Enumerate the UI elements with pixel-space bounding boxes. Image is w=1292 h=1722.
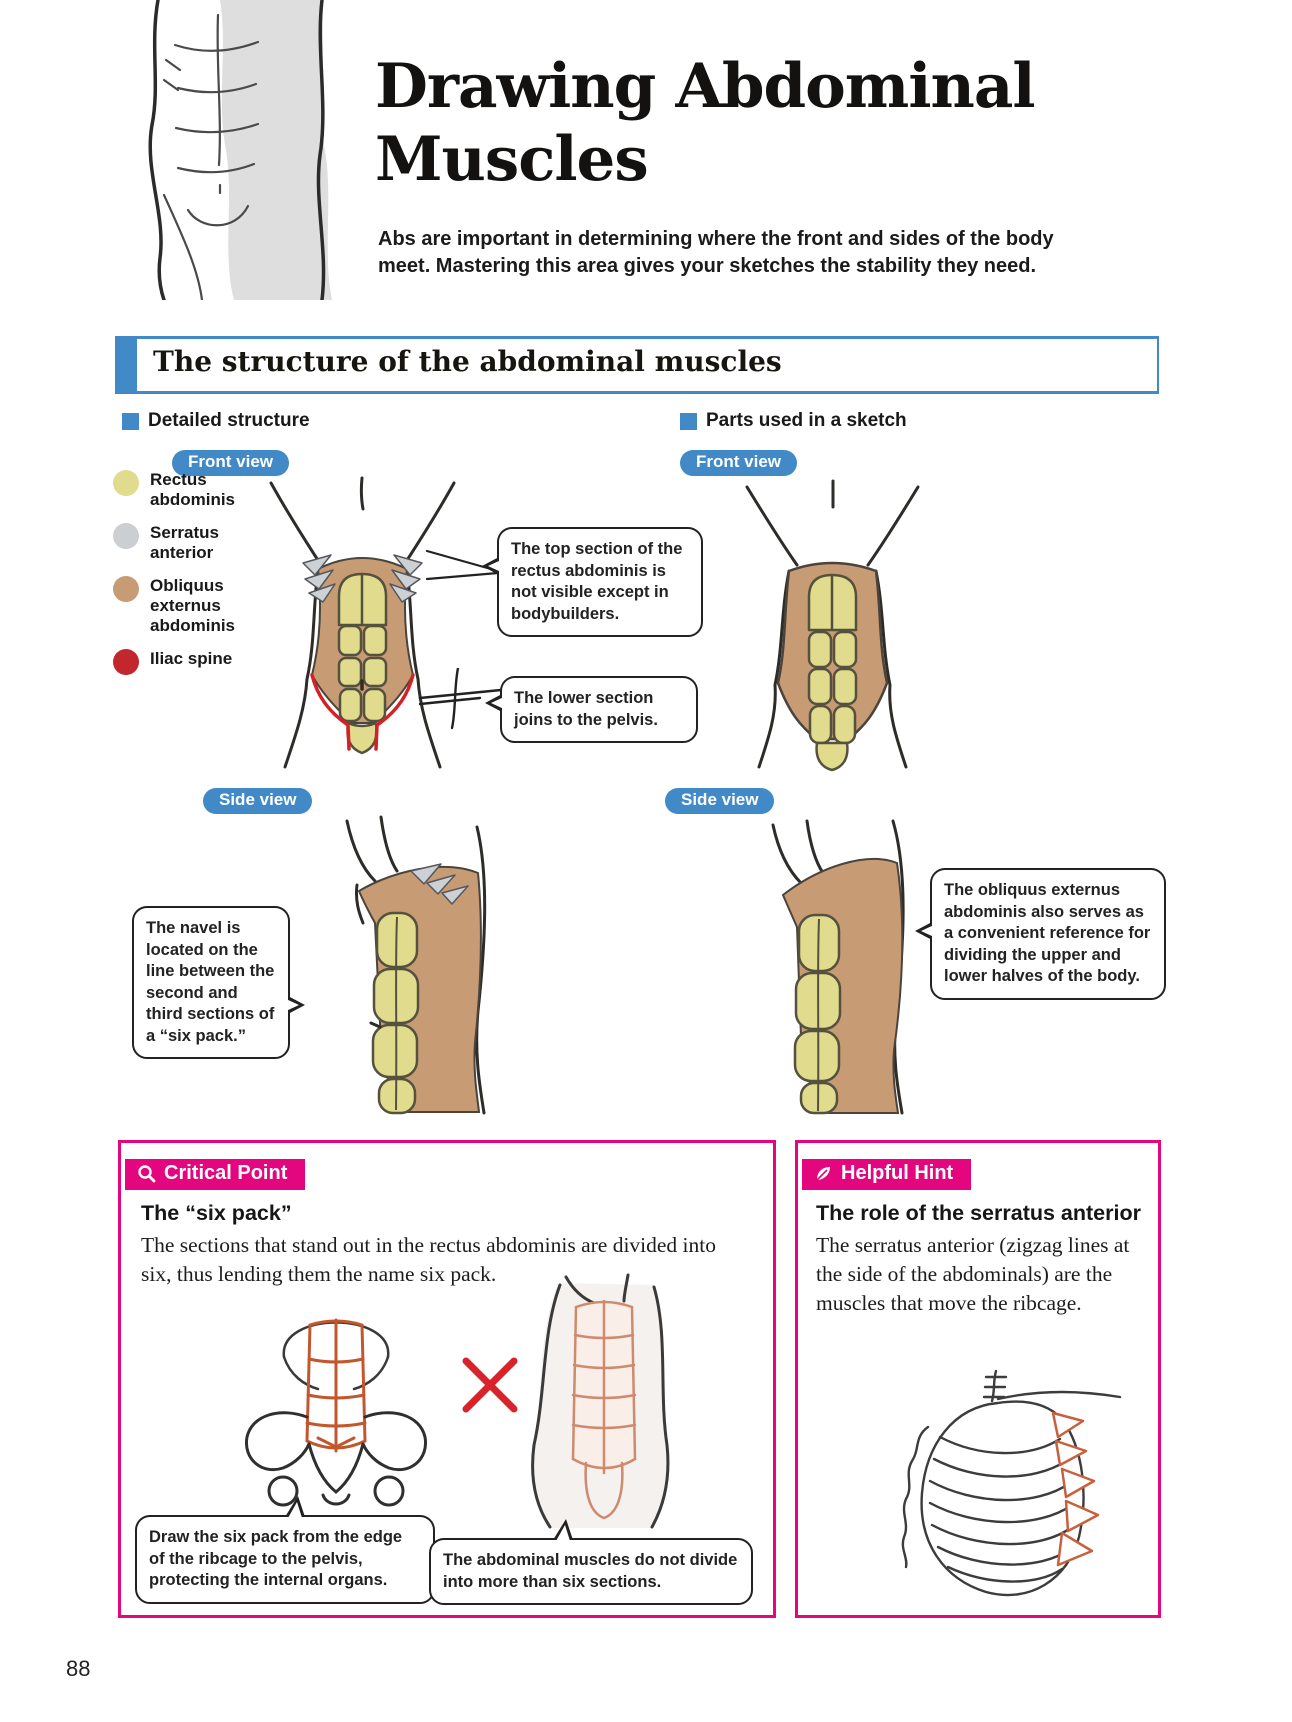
front-view-sketch-parts-figure [725, 475, 940, 775]
side-view-badge: Side view [665, 788, 774, 814]
critical-point-badge [125, 1159, 305, 1190]
side-view-badge: Side view [203, 788, 312, 814]
hero-torso-sketch [70, 0, 390, 300]
legend-label: Rectus abdominis [150, 470, 236, 509]
legend-item [113, 576, 263, 636]
legend-label: Obliquus externus abdominis [150, 576, 236, 635]
page-number: 88 [66, 1656, 91, 1681]
helpful-hint-box [795, 1140, 1161, 1618]
helpful-hint-badge [802, 1159, 971, 1190]
section-title: The structure of the abdominal muscles [153, 345, 782, 378]
page-title-line1: Drawing Abdominal [375, 51, 1035, 122]
front-view-detailed-figure [255, 475, 470, 775]
bubble-top-section: The top section of the rectus abdominis is not visible except in bodybuilders. [497, 527, 703, 637]
page-title [375, 50, 1035, 196]
side-view-sketch-parts-figure [715, 815, 930, 1115]
helpful-hint-title: The role of the serratus anterior [816, 1201, 1141, 1225]
helpful-hint-body: The serratus anterior (zigzag lines at the side of the abdominals) are the muscles that move the ribcage. [816, 1233, 1130, 1315]
column-label-left [122, 410, 310, 432]
front-view-badge: Front view [172, 450, 289, 476]
leaf-icon [814, 1164, 833, 1183]
bubble-no-more-than-six: The abdominal muscles do not divide into more than six sections. [429, 1538, 753, 1605]
bubble-obliquus: The obliquus externus abdominis also serves as a convenient reference for dividing the upper and lower halves of the body. [930, 868, 1166, 1000]
legend-item [113, 649, 263, 675]
critical-point-header: Critical Point [164, 1162, 288, 1184]
legend-swatch [113, 470, 139, 496]
bubble-lower-section: The lower section joins to the pelvis. [500, 676, 698, 743]
helpful-hint-header: Helpful Hint [841, 1162, 954, 1184]
bubble-draw-six-pack: Draw the six pack from the edge of the ribcage to the pelvis, protecting the internal organs. [135, 1515, 435, 1604]
front-view-badge: Front view [680, 450, 797, 476]
critical-point-body: The sections that stand out in the rectus abdominis are divided into six, thus lending them the name six pack. [141, 1233, 716, 1286]
legend-label: Serratus anterior [150, 523, 219, 562]
section-accent-block [117, 339, 137, 391]
muscle-legend [113, 470, 263, 675]
critical-point-title: The “six pack” [141, 1201, 292, 1225]
wrong-abs-sketch [458, 1273, 688, 1533]
legend-swatch [113, 649, 139, 675]
pelvis-sixpack-sketch [206, 1295, 466, 1525]
ribcage-serratus-sketch [848, 1365, 1148, 1603]
column-label-right [680, 410, 907, 432]
critical-point-box [118, 1140, 776, 1618]
column-label-right-text: Parts used in a sketch [706, 410, 907, 431]
bubble-navel: The navel is located on the line between the second and third sections of a “six pack.” [132, 906, 290, 1059]
section-header-bar [115, 336, 1159, 394]
wrong-x-icon [466, 1361, 514, 1409]
magnifier-icon [137, 1164, 156, 1183]
legend-swatch [113, 523, 139, 549]
legend-item [113, 523, 263, 563]
square-bullet-icon [680, 413, 697, 430]
legend-label: Iliac spine [150, 649, 233, 668]
page-title-line2: Muscles [375, 124, 648, 195]
legend-item [113, 470, 263, 510]
square-bullet-icon [122, 413, 139, 430]
column-label-left-text: Detailed structure [148, 410, 310, 431]
legend-swatch [113, 576, 139, 602]
side-view-detailed-figure [295, 815, 510, 1115]
page-subtitle: Abs are important in determining where the front and sides of the body meet. Mastering this area gives your sketches the stability they need. [378, 228, 1054, 277]
